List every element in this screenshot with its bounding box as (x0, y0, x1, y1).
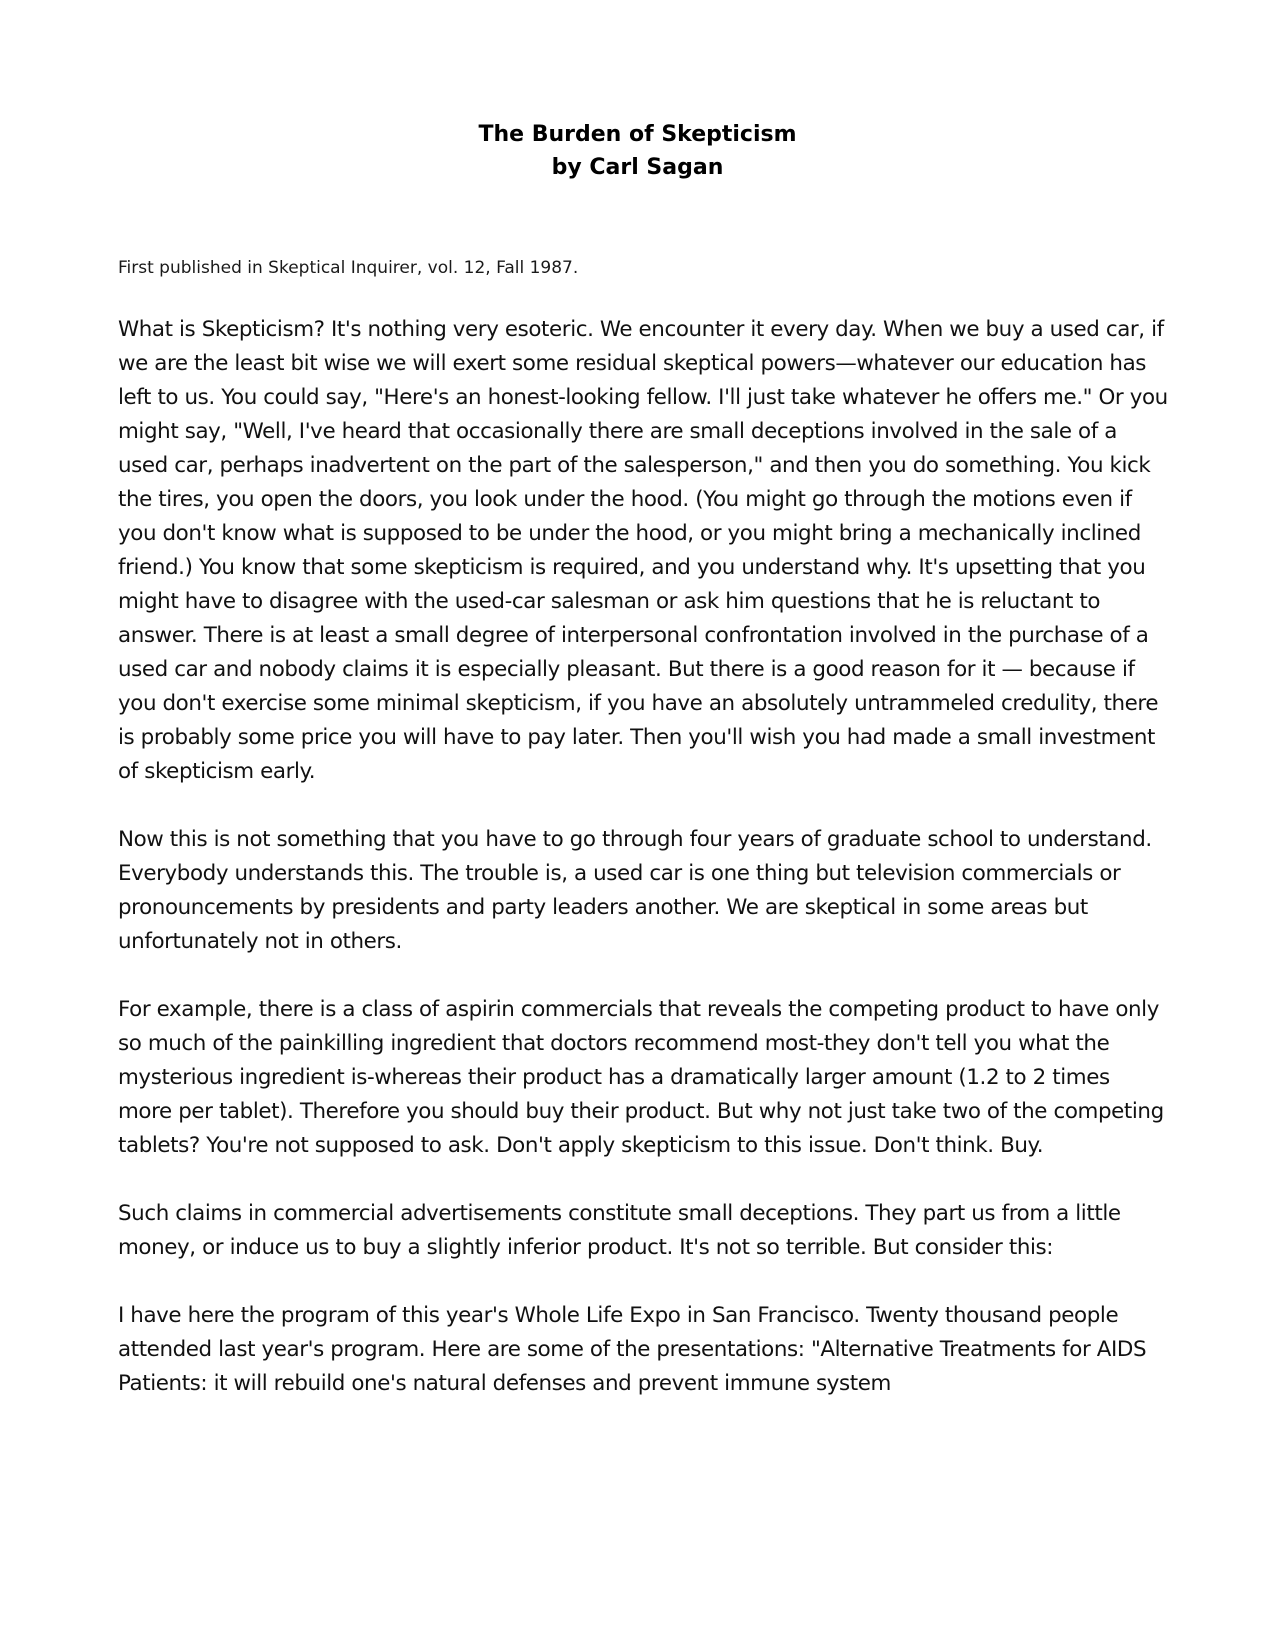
publication-note: First published in Skeptical Inquirer, vol. 12, Fall 1987. (118, 258, 579, 278)
author-line: by Carl Sagan (551, 155, 724, 180)
body-text (118, 313, 1168, 1435)
document-title: The Burden of Skepticism (478, 122, 797, 147)
paragraph-3: For example, there is a class of aspirin commercials that reveals the competing product to have only so much of the painkilling ingredient that doctors recommend most-they don't tell you what the mysterious ingredient is-whereas their product has a dramatically larger amount (1.2 to 2 times more per tablet). Therefore you should buy their product. But why not just take two of the competing tablets? You're not supposed to ask. Don't apply skepticism to this issue. Don't think. Buy. (118, 997, 1164, 1158)
paragraph-2: Now this is not something that you have to go through four years of graduate school to understand. Everybody understands this. The trouble is, a used car is one thing but television commercials or pronouncements by presidents and party leaders another. We are skeptical in some areas but unfortunately not in others. (118, 827, 1152, 954)
title-block (0, 118, 1275, 184)
paragraph-4: Such claims in commercial advertisements constitute small deceptions. They part us from a little money, or induce us to buy a slightly inferior product. It's not so terrible. But consider this: (118, 1201, 1121, 1260)
paragraph-5: I have here the program of this year's Whole Life Expo in San Francisco. Twenty thousand people attended last year's program. Here are some of the presentations: "Alternative Treatments for AIDS Patients: it will rebuild one's natural defenses and prevent immune system (118, 1303, 1147, 1396)
paragraph-1: What is Skepticism? It's nothing very esoteric. We encounter it every day. When we buy a used car, if we are the least bit wise we will exert some residual skeptical powers—whatever our education has left to us. You could say, "Here's an honest-looking fellow. I'll just take whatever he offers me." Or you might say, "Well, I've heard that occasionally there are small deceptions involved in the sale of a used car, perhaps inadvertent on the part of the salesperson," and then you do something. You kick the tires, you open the doors, you look under the hood. (You might go through the motions even if you don't know what is supposed to be under the hood, or you might bring a mechanically inclined friend.) You know that some skepticism is required, and you understand why. It's upsetting that you might have to disagree with the used-car salesman or ask him questions that he is reluctant to answer. There is at least a small degree of interpersonal confrontation involved in the purchase of a used car and nobody claims it is especially pleasant. But there is a good reason for it — because if you don't exercise some minimal skepticism, if you have an absolutely untrammeled credulity, there is probably some price you will have to pay later. Then you'll wish you had made a small investment of skepticism early. (118, 317, 1168, 784)
